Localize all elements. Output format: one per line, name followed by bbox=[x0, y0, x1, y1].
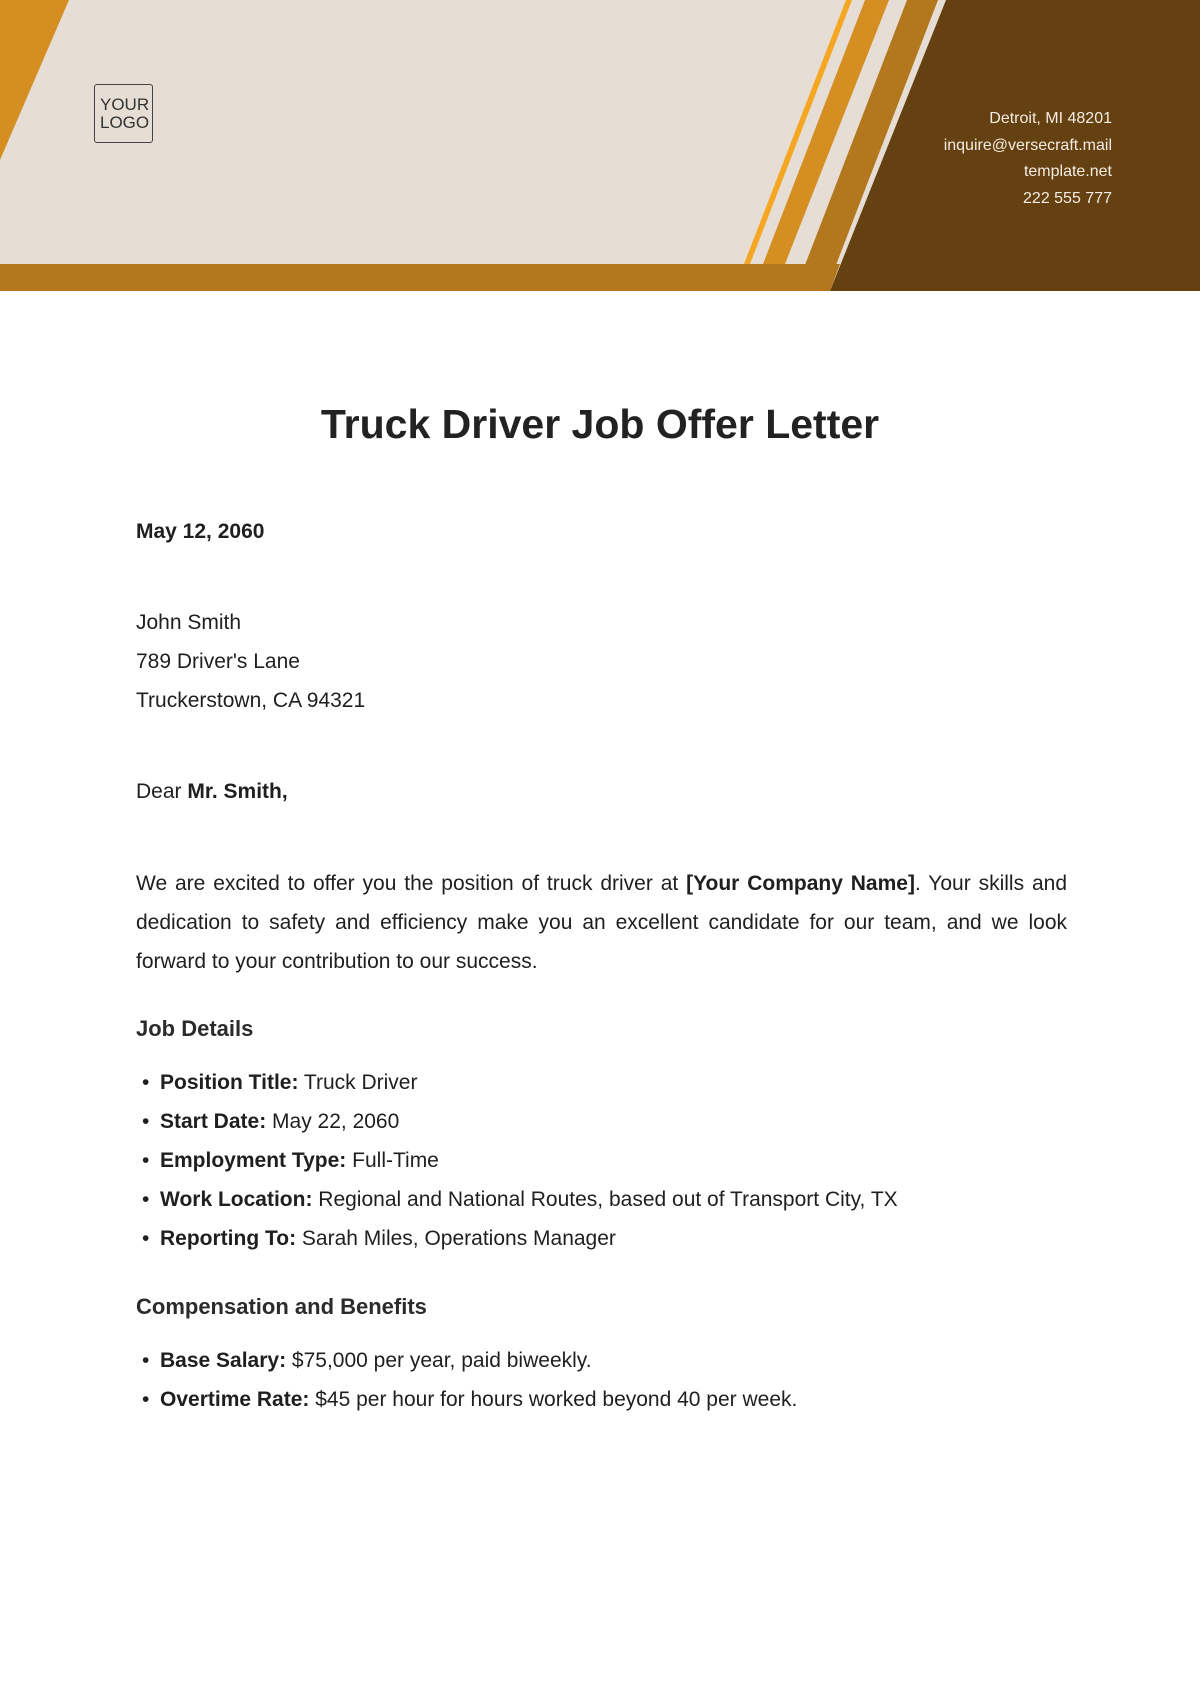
item-value: May 22, 2060 bbox=[266, 1110, 400, 1133]
item-value: Full-Time bbox=[346, 1149, 439, 1172]
item-label: Position Title: bbox=[160, 1071, 299, 1094]
contact-info bbox=[944, 106, 1112, 212]
compensation-list bbox=[136, 1341, 1067, 1419]
list-item bbox=[136, 1102, 1067, 1141]
compensation-heading: Compensation and Benefits bbox=[136, 1294, 427, 1319]
recipient-street: 789 Driver's Lane bbox=[136, 650, 300, 673]
job-details-list bbox=[136, 1063, 1067, 1258]
logo-line-1: YOUR bbox=[100, 94, 150, 114]
intro-text: We are excited to offer you the position of truck driver at bbox=[136, 872, 687, 895]
list-item bbox=[136, 1063, 1067, 1102]
page-title: Truck Driver Job Offer Letter bbox=[320, 401, 880, 447]
salutation-name: Mr. Smith, bbox=[187, 780, 288, 803]
item-value: Regional and National Routes, based out of Transport City, TX bbox=[312, 1188, 898, 1211]
intro-paragraph bbox=[136, 864, 1067, 981]
salutation bbox=[136, 772, 1067, 811]
item-label: Employment Type: bbox=[160, 1149, 347, 1172]
salutation-prefix: Dear bbox=[136, 780, 188, 803]
bottom-band bbox=[0, 264, 840, 291]
recipient-address bbox=[136, 603, 1067, 720]
recipient-city: Truckerstown, CA 94321 bbox=[136, 689, 366, 712]
recipient-name: John Smith bbox=[136, 611, 242, 634]
company-name: [Your Company Name] bbox=[686, 872, 915, 895]
letterhead bbox=[0, 0, 1200, 291]
item-label: Start Date: bbox=[160, 1110, 267, 1133]
list-item bbox=[136, 1341, 1067, 1380]
contact-website: template.net bbox=[1023, 163, 1112, 180]
item-label: Reporting To: bbox=[160, 1227, 297, 1250]
item-value: Truck Driver bbox=[298, 1071, 418, 1094]
item-label: Work Location: bbox=[160, 1188, 313, 1211]
item-label: Overtime Rate: bbox=[160, 1388, 310, 1411]
item-value: $45 per hour for hours worked beyond 40 per week. bbox=[309, 1388, 798, 1411]
job-details-heading: Job Details bbox=[136, 1016, 254, 1041]
item-label: Base Salary: bbox=[160, 1349, 287, 1372]
company-logo bbox=[94, 84, 153, 143]
contact-address: Detroit, MI 48201 bbox=[989, 110, 1112, 127]
list-item bbox=[136, 1180, 1067, 1219]
item-value: $75,000 per year, paid biweekly. bbox=[286, 1349, 592, 1372]
list-item bbox=[136, 1141, 1067, 1180]
contact-phone: 222 555 777 bbox=[1023, 189, 1112, 207]
contact-email: inquire@versecraft.mail bbox=[943, 136, 1112, 154]
logo-line-2: LOGO bbox=[100, 112, 150, 132]
list-item bbox=[136, 1380, 1067, 1419]
intro-text-continued: . Your skills and dedication to safety and efficiency make you an excellent candidate for our team, and we look forward to your contribution to our success. bbox=[136, 872, 1067, 973]
list-item bbox=[136, 1219, 1067, 1258]
letter-date: May 12, 2060 bbox=[136, 520, 265, 543]
item-value: Sarah Miles, Operations Manager bbox=[296, 1227, 616, 1250]
